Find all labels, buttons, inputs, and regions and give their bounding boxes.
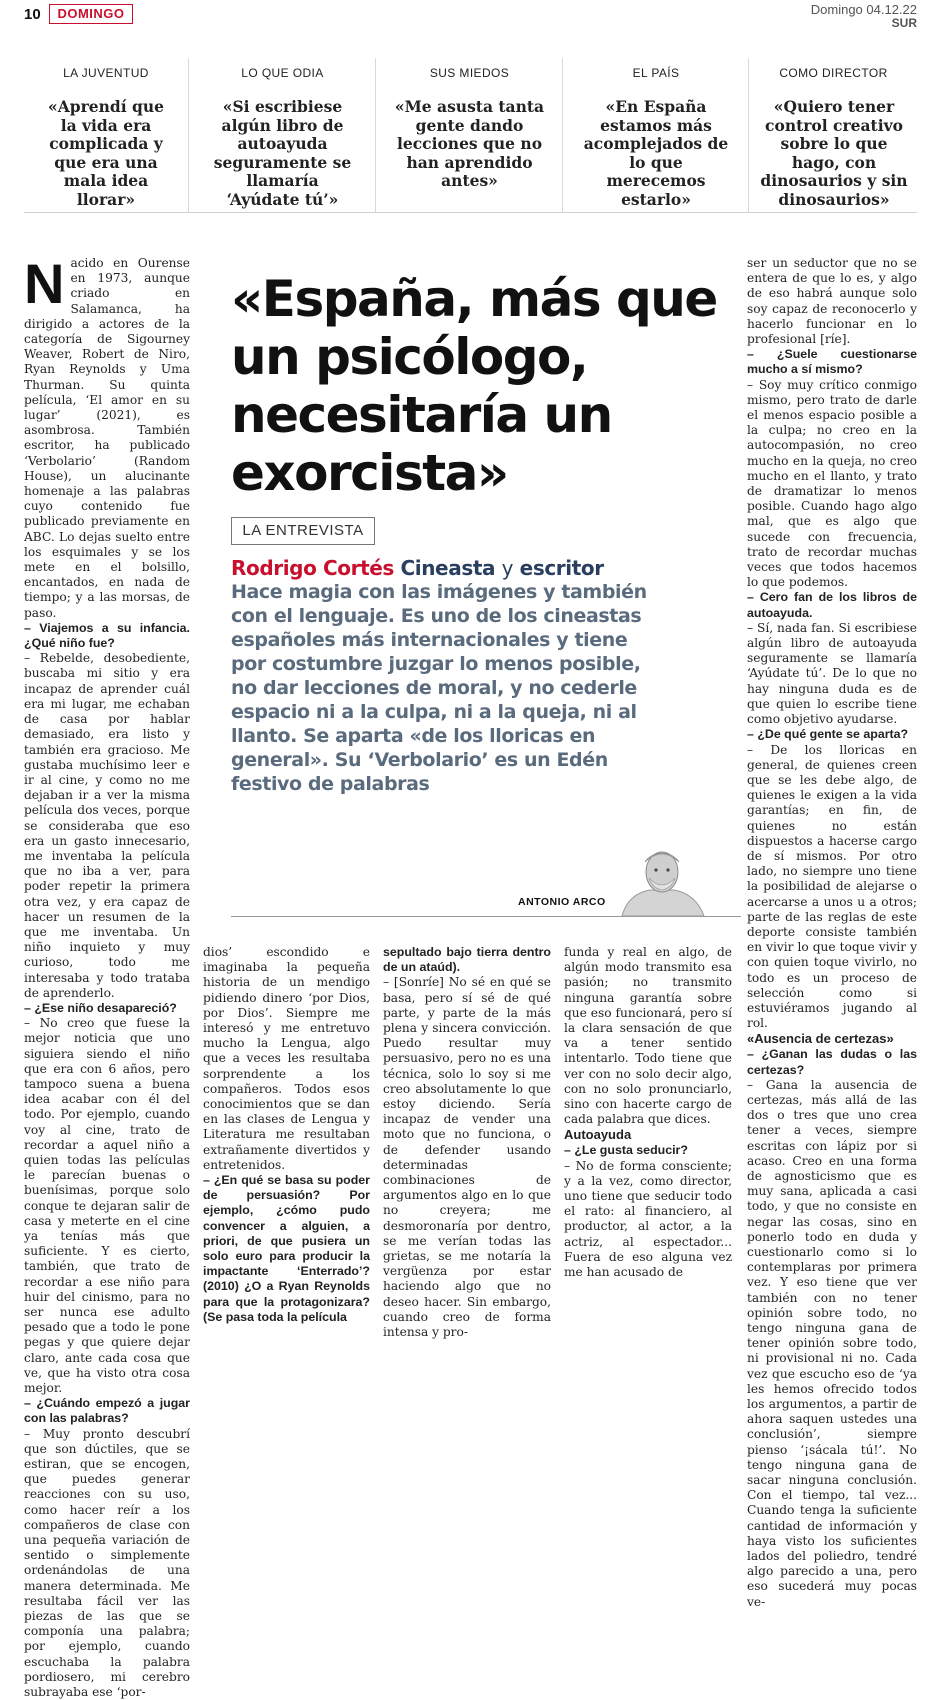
question: – ¿Le gusta seducir?: [564, 1143, 688, 1158]
byline-conjunction: y: [501, 556, 514, 580]
quote-text: «Si escribiese algún libro de autoayuda seguramente se llamaría ‘Ayúdate tú’»: [213, 97, 352, 209]
answer: – No de forma consciente; y a la vez, como director, uno tiene que seducir todo el rato: al financiero, al productor, al actor, a la actriz, al espectador... Fuera de eso alguna vez me han acusado de: [564, 1158, 732, 1280]
quote-text: «En España estamos más acomplejados de lo que merecemos estarlo»: [583, 97, 729, 209]
intro-text: acido en Ourense en 1973, aunque criado en Salamanca, ha dirigido a actores de la categoría de Sigourney Weaver, Robert de Niro, Ryan Reynolds y Uma Thurman. Su quinta película, ‘El amor en su lugar’ (2021), es asombrosa. También escritor, ha publicado ‘Verbolario’ (Random House), un alucinante homenaje a las palabras cuyo contenido fue publicado previamente en ABC. Lo dejas suelto entre los esquimales y se los mete en el bolsillo, encantados, en nada de tiempo; y a las morsas, de paso.: [24, 256, 190, 620]
quote-label: LA JUVENTUD: [63, 66, 149, 80]
question: – ¿Suele cuestionarse mucho a sí mismo?: [747, 347, 917, 377]
divider: [231, 916, 741, 917]
article-column-4: [564, 945, 732, 1280]
author-photo: [612, 848, 712, 916]
question: – Viajemos a su infancia. ¿Qué niño fue?: [24, 620, 190, 651]
answer: – De los lloricas en general, de quienes creen que se les debe algo, de quienes le exigen a la vida garantías; en fin, de quienes no están dispuestos a hacerse cargo de sí mismos. Por otro lado, no siempre uno tiene la posibilidad de alejarse o acercarse a unos u a otros; parte de las reglas de este deporte consiste también en vivir lo que toque vivir y con quien toque vivirlo, no todo es un proceso de selección como si estuviéramos jugando al rol.: [747, 742, 917, 1031]
quote-box: [188, 58, 376, 212]
quote-box: [375, 58, 563, 212]
answer: dios’ escondido e imaginaba la pequeña historia de un mendigo pidiendo dinero ‘por Dios, por Dios’. Siempre me interesó y me entretuvo mucho la Lengua, algo que a veces les resultaba sorprendente a los compañeros. Todos esos conocimientos que se dan en las clases de Lengua y Literatura me resultaban extrañamente divertidos y entretenidos.: [203, 945, 370, 1172]
question: – ¿Ese niño desapareció?: [24, 1000, 177, 1015]
answer: – [Sonríe] No sé en qué se basa, pero sí sé de qué parte, y parte de la más plena y sincera convicción. Puedo resultar muy persuasivo, pero no es una técnica, solo lo soy si me creo absolutamente lo que estoy diciendo. Sería incapaz de vender una moto que no funciona, o de defender usando determinadas combinaciones de argumentos algo en lo que no creyera; me desmoronaría por dentro, se me verían todas las grietas, se me notaría la vergüenza por estar haciendo algo que no deseo hacer. Sin embargo, cuando creo de forma intensa y pro-: [383, 975, 551, 1340]
drop-cap: N: [24, 252, 65, 315]
quote-label: COMO DIRECTOR: [779, 66, 888, 80]
answer: – Muy pronto descubrí que son dúctiles, que se estiran, que se encogen, que puedes generar reacciones con su uso, como hacer reír a los compañeros de clase con una pequeña variación de sentido o simplemente ordenándolas de una manera determinada. Me resultaba fácil ver las piezas de las que se componía una palabra; por ejemplo, cuando escuchaba la palabra pordiosero, mi cerebro subrayaba ese ‘por-: [24, 1426, 190, 1700]
newspaper-name: SUR: [891, 16, 917, 30]
date-line: Domingo 04.12.22: [810, 2, 917, 17]
subheading: Autoayuda: [564, 1127, 632, 1143]
interview-tag: LA ENTREVISTA: [231, 517, 375, 545]
interviewee-role: Cineasta: [400, 556, 496, 580]
quote-label: EL PAÍS: [632, 66, 680, 80]
question: – ¿De qué gente se aparta?: [747, 727, 909, 742]
article-column-1: [24, 252, 190, 1700]
question: – ¿Ganan las dudas o las certezas?: [747, 1047, 917, 1077]
question: sepultado bajo tierra dentro de un ataúd).: [383, 945, 551, 975]
quote-label: SUS MIEDOS: [429, 66, 510, 80]
answer: funda y real en algo, de algún modo transmito esa pasión; no transmito ninguna garantía sobre que eso funcionará, pero sí la clara sensación de que va a tener sentido intentarlo. Todo tiene que ver con no solo decir algo, con no solo pronunciarlo, sino con hacerte cargo de cada palabra que dices.: [564, 945, 732, 1127]
page-number: 10: [24, 6, 41, 23]
divider: [24, 212, 917, 213]
quote-box: [748, 58, 918, 212]
answer: – No creo que fuese la mejor noticia que uno siguiera siendo el niño que era con 6 años, pero tampoco suena a buena idea acabar con él del todo. Por ejemplo, cuando voy al cine, trato de recordar a aquel niño a quien todas las películas le parecían buenas o buenísimas, porque solo conque te dejaran salir de casa y meterte en el cine ya tenías más que suficiente. Y es cierto, también, que trato de recordar a ese niño para huir del cinismo, para no ser nunca ese adulto pesado que a todo le pone pegas y que quiere dejar claro, ante cada cosa que ve, que ha visto otra cosa mejor.: [24, 1016, 190, 1396]
quote-label: LO QUE ODIA: [241, 66, 324, 80]
answer: – Rebelde, desobediente, buscaba mi sitio y era incapaz de aprender cuál era mi lugar, me echaban de casa por hablar demasiado, era listo y también era gracioso. Me gustaba muchísimo leer e ir al cine, y como no me dejaban ir a ver la misma película dos veces, porque se consideraba que eso era un gasto innecesario, me inventaba la película que no iba a ver, para poder repetir la primera otra vez, y era capaz de hacer un resumen de la que me inventaba. Un niño inquieto y muy curioso, todo me interesaba y todo trataba de aprenderlo.: [24, 651, 190, 1000]
interviewee-role: escritor: [519, 556, 604, 580]
section-tag: DOMINGO: [49, 4, 133, 24]
article-column-3: [383, 945, 551, 1340]
question: – Cero fan de los libros de autoayuda.: [747, 590, 917, 620]
quote-text: «Quiero tener control creativo sobre lo que hago, con dinosaurios y sin dinosaurios»: [760, 97, 908, 209]
quote-box: [24, 58, 188, 212]
headline: «España, más que un psicólogo, necesitaría un exorcista»: [231, 270, 717, 502]
answer: ser un seductor que no se entera de que lo es, y algo de eso habrá aunque solo soy capaz de reconocerlo y hacerlo funcionar en lo profesional [ríe].: [747, 256, 917, 347]
article-column-2: [203, 945, 370, 1324]
question: – ¿En qué se basa su poder de persuasión? Por ejemplo, ¿cómo pudo convencer a alguien, a priori, de que pusiera un solo euro para producir la impactante ‘Enterrado’? (2010) ¿O a Ryan Reynolds para que la protagonizara? (Se pasa toda la película: [203, 1173, 370, 1324]
subheading: «Ausencia de certezas»: [747, 1031, 894, 1047]
quote-text: «Aprendí que la vida era complicada y que era una mala idea llorar»: [48, 97, 164, 209]
answer: – Gana la ausencia de certezas, más allá de las dos o tres que uno crea tener a veces, siempre escritas con lápiz por si acaso. Creo en una forma de agnosticismo que es muy sana, aplicada a casi todo, y que no consiste en negar las cosas, sino en ponerlo todo en duda y cuestionarlo como si lo contemplaras por primera vez. Y eso tiene que ver también con no tener opinión sobre todo, no tengo ninguna gana de tener opinión sobre todo, ni provisional ni no. Cada vez que escucho eso de ‘ya les hemos ofrecido todos los argumentos, a partir de ahora saquen ustedes una conclusión’, siempre pienso ‘¡sácala tú!’. No tengo ninguna gana de sacar ninguna conclusión. Con el tiempo, tal vez... Cuando tenga la suficiente cantidad de información y haya visto los suficientes lados del poliedro, tendré algo parecido a una, pero eso sucederá muy pocas ve-: [747, 1077, 917, 1609]
quote-text: «Me asusta tanta gente dando lecciones que no han aprendido antes»: [394, 97, 545, 190]
question: – ¿Cuándo empezó a jugar con las palabras?: [24, 1396, 190, 1426]
interviewee-name: Rodrigo Cortés: [231, 556, 394, 580]
standfirst: Hace magia con las imágenes y también con el lenguaje. Es uno de los cineastas españoles más internacionales y tiene por costumbre juzgar lo menos posible, no dar lecciones de moral, y no cederle espacio ni a la culpa, ni a la queja, ni al llanto. Se aparta «de los lloricas en general». Su ‘Verbolario’ es un Edén festivo de palabras: [231, 581, 647, 795]
answer: – Soy muy crítico conmigo mismo, pero trato de darle el menos espacio posible a la culpa; no creo en la autocompasión, no creo mucho en la queja, no creo mucho en el llanto, y trato de dramatizar lo menos posible. Cuando hago algo mal, que es algo que sucede con frecuencia, trato de recordar muchas veces que todos hacemos lo que podemos.: [747, 377, 917, 590]
photo-credit: ANTONIO ARCO: [518, 896, 606, 908]
answer: – Sí, nada fan. Si escribiese algún libro de autoayuda seguramente se llamaría ‘Ayúdate tú’. De lo que no hay ninguna duda es de que quien lo escribe tiene como objetivo ayudarse.: [747, 620, 917, 727]
article-column-5: [747, 256, 917, 1609]
quote-box: [562, 58, 749, 212]
byline: [231, 556, 741, 580]
